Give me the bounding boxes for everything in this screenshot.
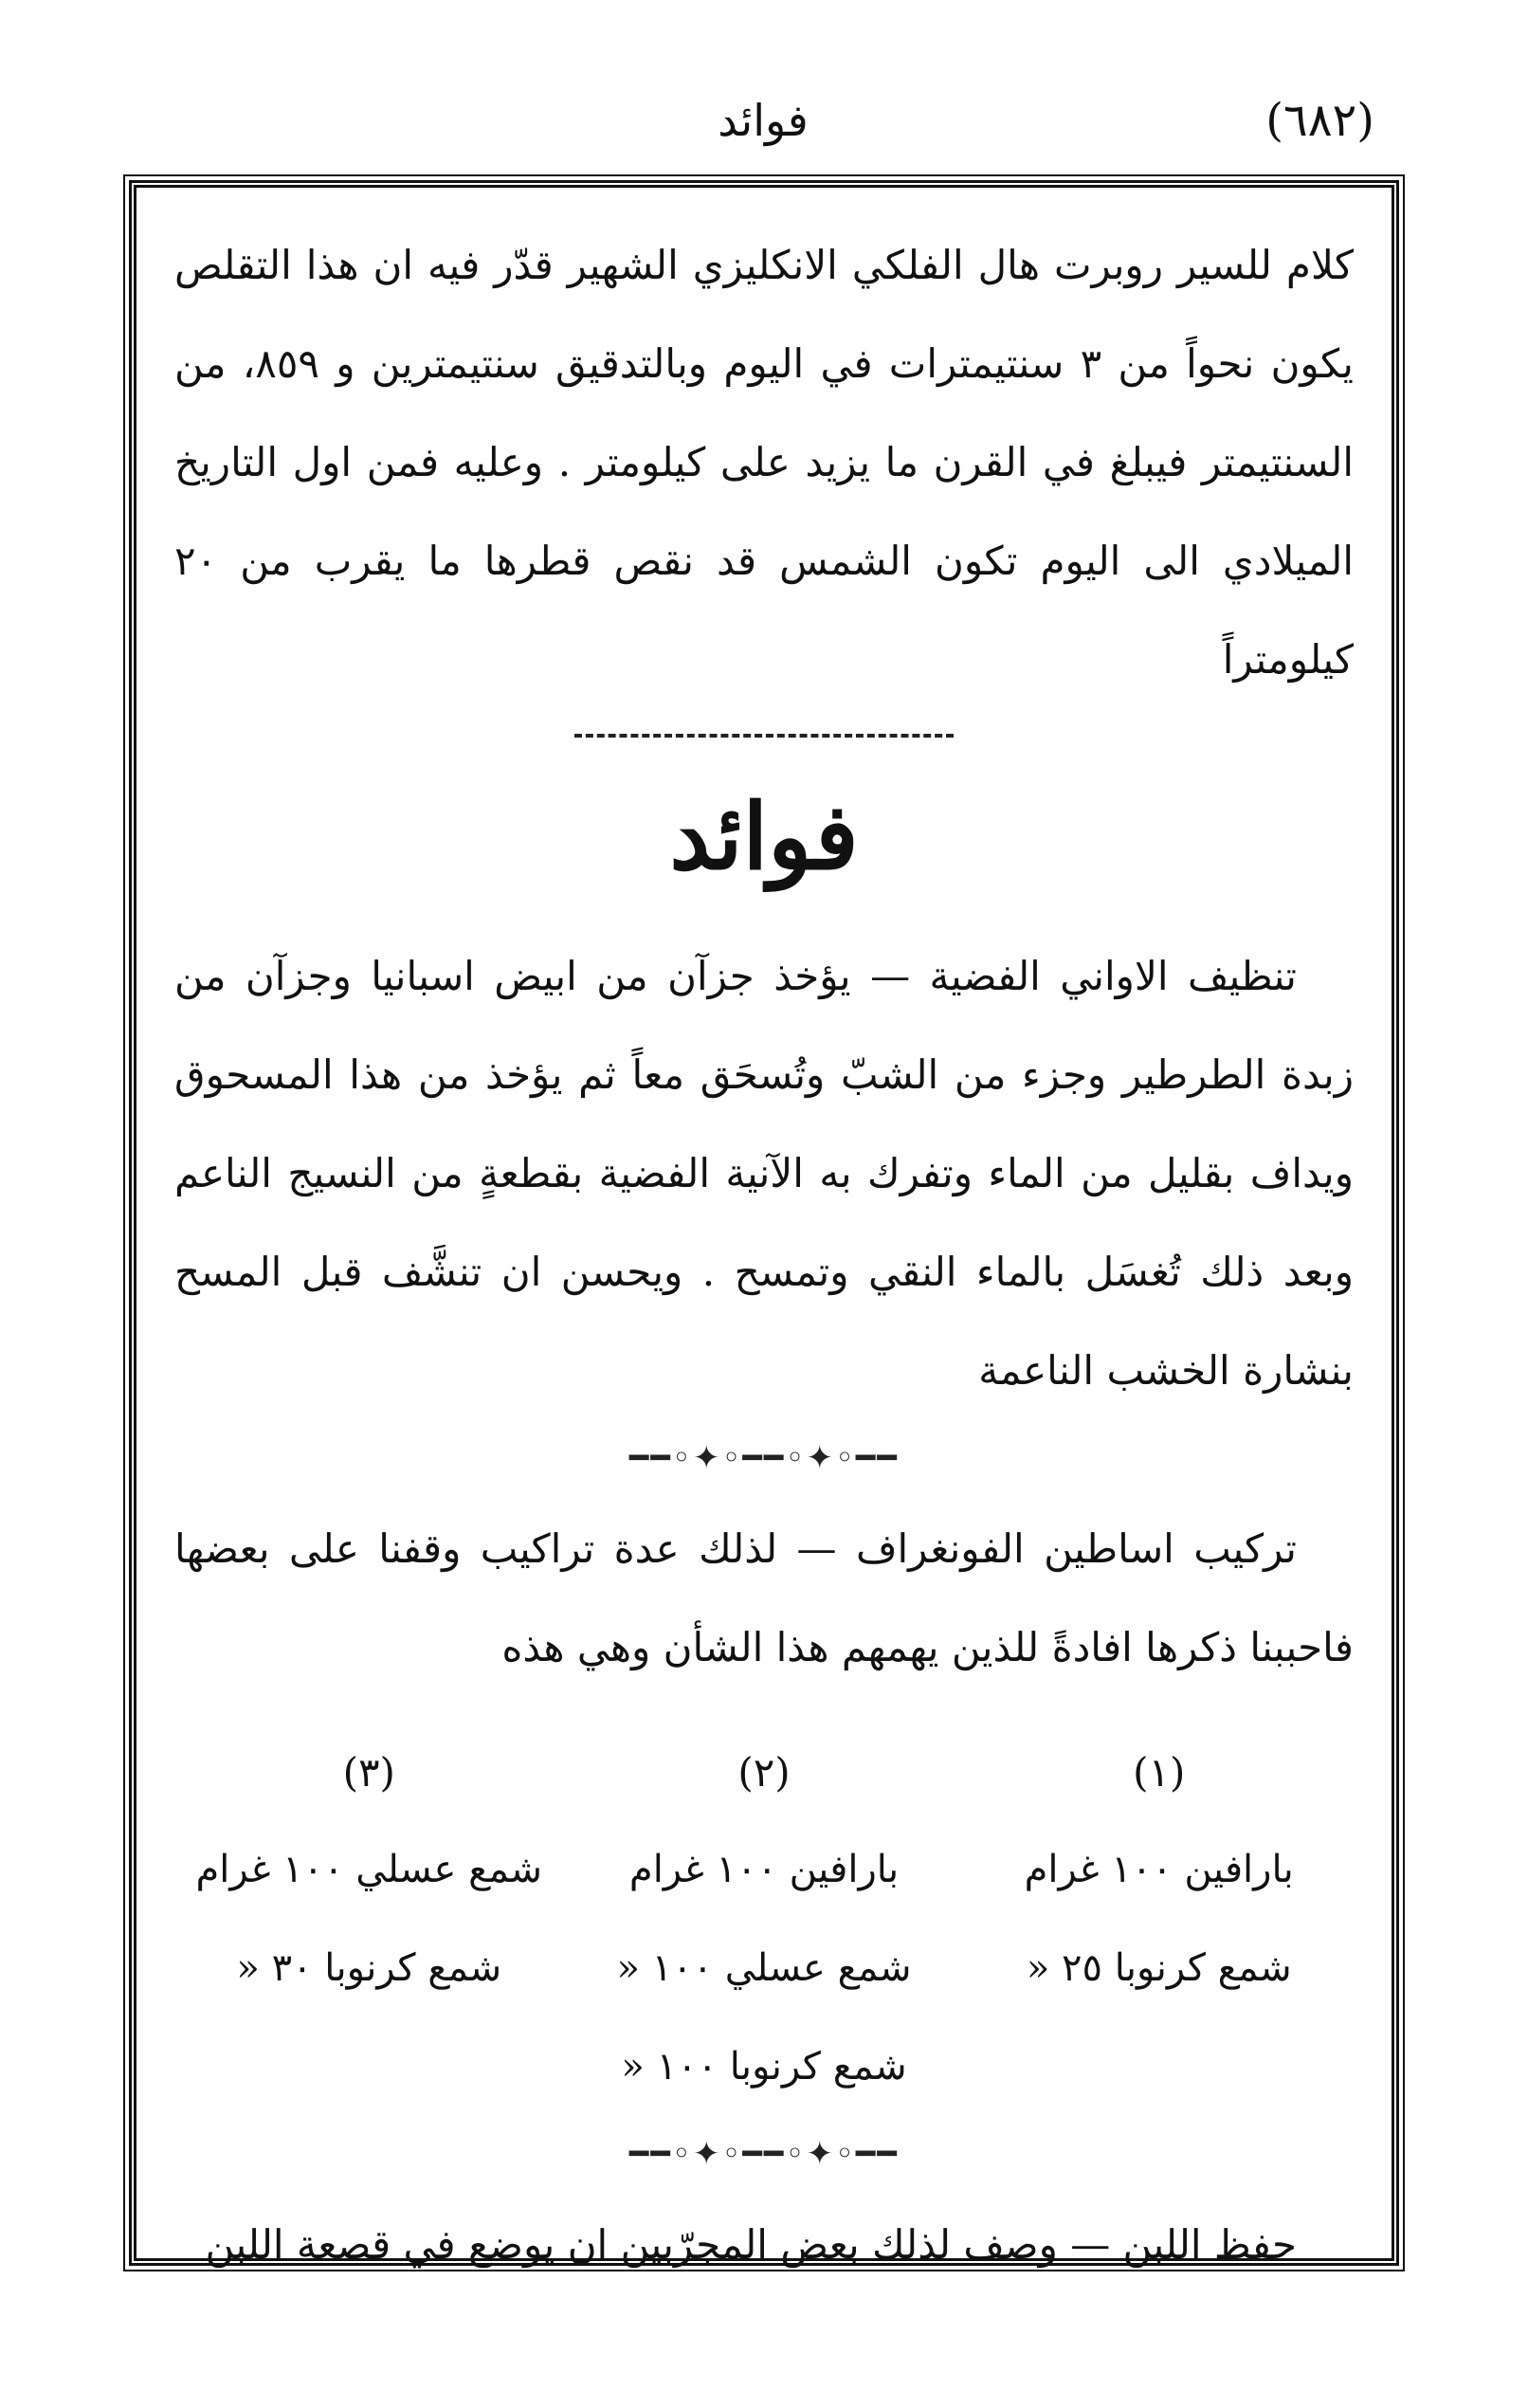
intro-paragraph: كلام للسير روبرت هال الفلكي الانكليزي الشهير قدّر فيه ان هذا التقلص يكون نحواً من ٣ سنتيمترات في اليوم وبالتدقيق سنتيمترين و ٨٥٩، من السنتيمتر فيبلغ في القرن ما يزيد على كيلومتر . وعليه فمن اول التاريخ الميلادي الى اليوم تكون الشمس قد نقص قطرها ما يقرب من ٢٠ كيلومتراً [174,242,1354,683]
formula-header-3: (٣) [342,1749,395,1796]
formula-row [174,1919,1354,2017]
formula-header-1: (١) [1133,1749,1186,1796]
item-phonograph-cylinders: تركيب اساطين الفونغراف — لذلك عدة تراكيب وقفنا على بعضها فاحببنا ذكرها افادةً للذين يهمهم هذا الشأن وهي هذه [174,1525,1354,1670]
formula-cell: بارافين ١٠٠ غرام [1024,1848,1294,1891]
ornament-divider-1: ━━◦✦◦━━◦✦◦━━ [628,1439,899,1477]
formula-headers [174,1725,1354,1820]
section-title: فوائد [669,783,859,890]
formula-table [174,1725,1354,2116]
formula-row [174,1820,1354,1919]
formula-cell: شمع كرنوبا ٣٠ « [236,1946,502,1990]
formula-row [174,2017,1354,2116]
formula-header-2: (٢) [737,1749,791,1796]
page-header [133,87,1393,154]
formula-cell: شمع كرنوبا ٢٥ « [1026,1946,1292,1990]
dashed-divider [574,734,954,738]
item-milk-preservation: حفظ اللبن — وصف لذلك بعض المجرّبين ان يوضع في قصعة اللبن [205,2221,1297,2268]
page-number: (٦٨٢) [1265,94,1374,147]
running-title: فوائد [718,95,809,146]
item-silver-cleaning: تنظيف الاواني الفضية — يؤخذ جزآن من ابيض اسبانيا وجزآن من زبدة الطرطير وجزء من الشبّ وتُسحَق معاً ثم يؤخذ من هذا المسحوق ويداف بقليل من الماء وتفرك به الآنية الفضية بقطعةٍ من النسيج الناعم وبعد ذلك تُغسَل بالماء النقي وتمسح . ويحسن ان تنشَّف قبل المسح بنشارة الخشب الناعمة [174,953,1355,1394]
page-content [174,216,1355,2268]
formula-cell: شمع عسلي ١٠٠ « [616,1946,912,1990]
formula-cell [964,2017,1354,2116]
formula-cell: شمع عسلي ١٠٠ غرام [195,1848,543,1891]
ornament-divider-2: ━━◦✦◦━━◦✦◦━━ [628,2135,899,2173]
page-frame [129,180,1399,2266]
formula-cell: شمع كرنوبا ١٠٠ « [621,2045,907,2089]
formula-cell: بارافين ١٠٠ غرام [628,1848,900,1891]
formula-cell [174,2017,564,2116]
